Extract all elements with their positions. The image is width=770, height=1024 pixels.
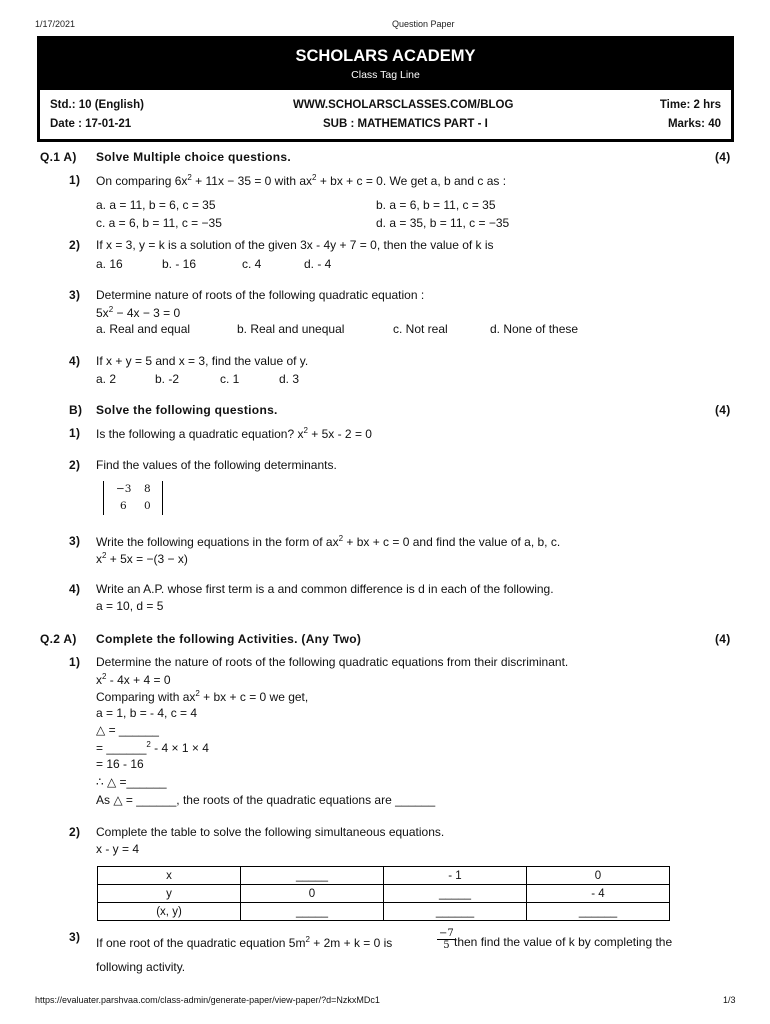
print-date: 1/17/2021 xyxy=(35,19,76,29)
question-text-part: then find the value of k by completing the xyxy=(454,935,673,949)
question-number: 1) xyxy=(69,655,81,669)
question-number: 3) xyxy=(69,534,81,548)
equation: x - y = 4 xyxy=(96,842,140,856)
table-cell: - 1 xyxy=(384,867,527,885)
school-tagline: Class Tag Line xyxy=(351,69,420,81)
table-cell: 0 xyxy=(527,867,670,885)
option-a: a. 2 xyxy=(96,372,117,386)
q2-label: Q.2 A) xyxy=(40,632,77,646)
det-cell: 8 xyxy=(144,483,151,495)
fraction xyxy=(437,928,456,951)
website-label: WWW.SCHOLARSCLASSES.COM/BLOG xyxy=(293,99,514,111)
question-number: 1) xyxy=(69,173,81,187)
table-cell: (x, y) xyxy=(98,903,241,921)
table-row xyxy=(98,903,670,921)
activity-line: △ = ______ xyxy=(96,723,159,737)
option-b: b. a = 6, b = 11, c = 35 xyxy=(376,198,496,212)
print-title: Question Paper xyxy=(392,19,455,29)
question-number: 2) xyxy=(69,458,81,472)
subject-label: SUB : MATHEMATICS PART - I xyxy=(323,118,488,130)
question-number: 2) xyxy=(69,238,81,252)
det-cell: 6 xyxy=(120,500,127,512)
question-text: Determine the nature of roots of the following quadratic equations from their discriminant. xyxy=(96,655,569,669)
marks-label: Marks: 40 xyxy=(667,118,721,130)
q1-marks: (4) xyxy=(715,150,731,164)
fraction-numerator: −7 xyxy=(439,928,454,939)
activity-line: As △ = ______, the roots of the quadratic equations are ______ xyxy=(96,793,436,807)
table-cell: x xyxy=(98,867,241,885)
question-text: Determine nature of roots of the following quadratic equation : xyxy=(96,288,425,302)
school-name: SCHOLARS ACADEMY xyxy=(295,47,476,65)
option-c: c. Not real xyxy=(393,322,448,336)
table-cell: _____ xyxy=(241,867,384,885)
question-text: On comparing $6x^2 + 11x - 35 = 0$ with $ax^2$ + bx + c = 0. We get a, b and c as : xyxy=(96,173,507,188)
option-b: b. Real and unequal xyxy=(237,322,345,336)
question-number: 1) xyxy=(69,426,81,440)
option-d: d. a = 35, b = 11, c = −35 xyxy=(376,216,510,230)
paper-header xyxy=(37,36,734,90)
table-cell: 0 xyxy=(241,885,384,903)
equation: $x^2 - 4x + 4 = 0$ xyxy=(96,672,171,687)
option-d: d. None of these xyxy=(490,322,579,336)
option-b: b. -2 xyxy=(155,372,180,386)
q1b-label: B) xyxy=(69,403,83,417)
question-text: Find the values of the following determinants. xyxy=(96,458,337,472)
activity-line: Comparing with $ax^2$ + bx + c = 0 we get, xyxy=(96,689,309,704)
activity-line: ∴ △ =______ xyxy=(96,775,167,789)
q1-heading: Solve Multiple choice questions. xyxy=(96,150,291,164)
date-label: Date : 17-01-21 xyxy=(50,118,132,130)
table-cell: - 4 xyxy=(527,885,670,903)
option-a: a. Real and equal xyxy=(96,322,191,336)
question-number: 4) xyxy=(69,582,81,596)
option-a: a. 16 xyxy=(96,257,123,271)
q1-label: Q.1 A) xyxy=(40,150,77,164)
equation: a = 10, d = 5 xyxy=(96,599,164,613)
time-label: Time: 2 hrs xyxy=(659,99,721,111)
option-b: b. - 16 xyxy=(162,257,197,271)
q2-marks: (4) xyxy=(715,632,731,646)
table-cell: y xyxy=(98,885,241,903)
det-cell: −3 xyxy=(116,483,132,495)
print-page-number: 1/3 xyxy=(723,995,736,1005)
table-cell: _____ xyxy=(384,885,527,903)
table-row xyxy=(98,885,670,903)
activity-line: = ______$^2$ - 4 × 1 × 4 xyxy=(96,740,209,755)
question-text: Write the following equations in the form of $ax^2$ + bx + c = 0 and find the value of a, b, c. xyxy=(96,534,561,549)
q1b-marks: (4) xyxy=(715,403,731,417)
equation: $5x^2 - 4x - 3 = 0$ xyxy=(96,305,181,320)
equation: $x^2 + 5x = -(3 - x)$ xyxy=(96,551,188,566)
table-cell: ______ xyxy=(384,903,527,921)
q2-heading: Complete the following Activities. (Any Two) xyxy=(96,632,362,646)
question-text: Is the following a quadratic equation? $x^2 + 5x - 2 = 0$ xyxy=(96,426,372,441)
q1b-heading: Solve the following questions. xyxy=(96,403,278,417)
question-text: Complete the table to solve the following simultaneous equations. xyxy=(96,825,445,839)
simultaneous-equation-table xyxy=(97,866,670,921)
option-d: d. 3 xyxy=(279,372,300,386)
table-cell: _____ xyxy=(241,903,384,921)
question-text: Write an A.P. whose first term is a and common difference is d in each of the following. xyxy=(96,582,554,596)
option-c: c. 4 xyxy=(242,257,262,271)
question-number: 2) xyxy=(69,825,81,839)
option-c: c. 1 xyxy=(220,372,240,386)
fraction-denominator: 5 xyxy=(443,940,450,951)
activity-line: = 16 - 16 xyxy=(96,757,144,771)
table-cell: ______ xyxy=(527,903,670,921)
option-a: a. a = 11, b = 6, c = 35 xyxy=(96,198,216,212)
question-number: 3) xyxy=(69,288,81,302)
activity-line: a = 1, b = - 4, c = 4 xyxy=(96,706,198,720)
paper-info-box xyxy=(37,90,734,142)
question-text: If x = 3, y = k is a solution of the given 3x - 4y + 7 = 0, then the value of k is xyxy=(96,238,494,252)
question-number: 4) xyxy=(69,354,81,368)
question-text-part: If one root of the quadratic equation $5m^2 + 2m + k = 0$ is xyxy=(96,935,393,950)
std-label: Std.: 10 (English) xyxy=(50,99,144,111)
option-c: c. a = 6, b = 11, c = −35 xyxy=(96,216,222,230)
question-text: If x + y = 5 and x = 3, find the value of y. xyxy=(96,354,309,368)
question-text-part: following activity. xyxy=(96,960,186,974)
option-d: d. - 4 xyxy=(304,257,332,271)
question-number: 3) xyxy=(69,930,81,944)
table-row xyxy=(98,867,670,885)
det-cell: 0 xyxy=(144,500,151,512)
print-url: https://evaluater.parshvaa.com/class-admin/generate-paper/view-paper/?d=NzkxMDc1 xyxy=(35,995,380,1005)
determinant xyxy=(103,481,163,515)
